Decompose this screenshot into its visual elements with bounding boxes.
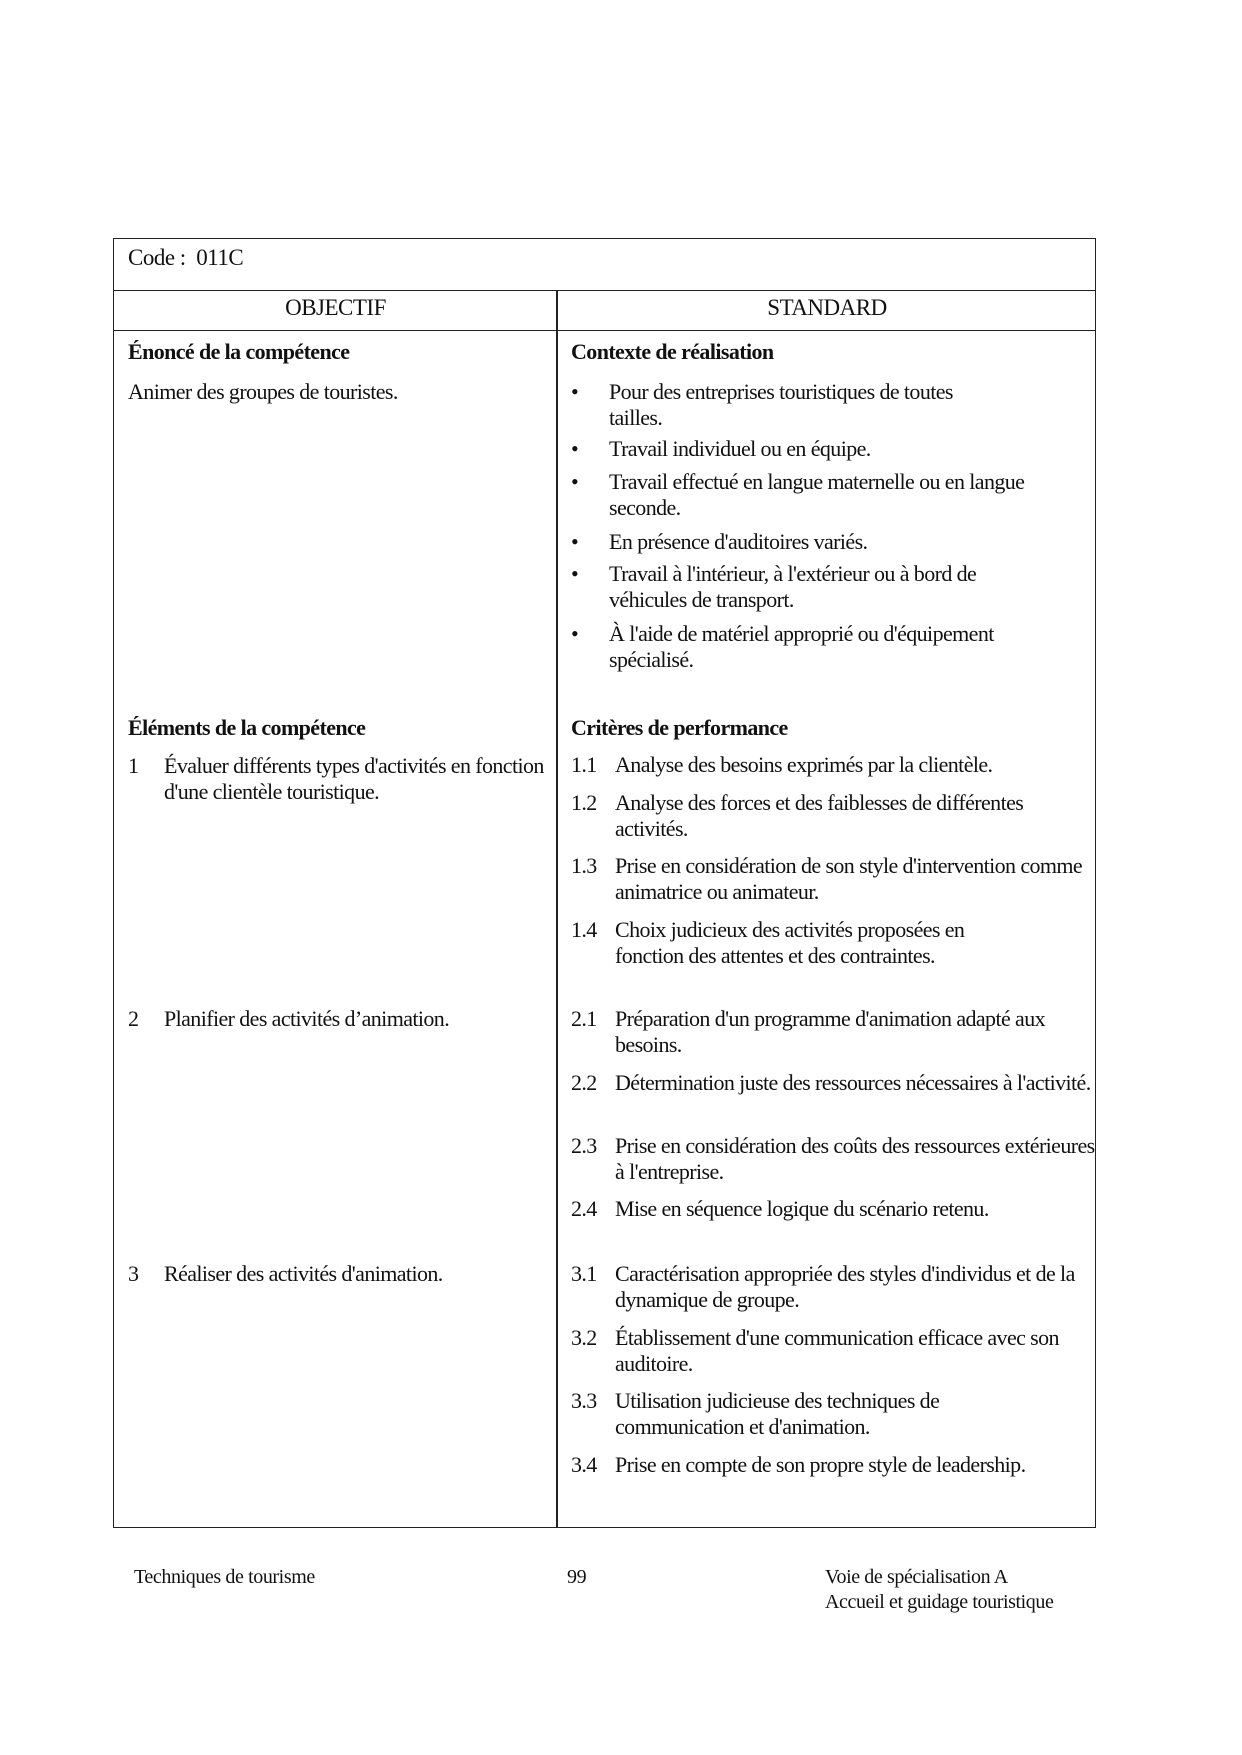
- bullet-icon: •: [571, 561, 579, 586]
- header-row: [114, 291, 1095, 331]
- critere-text: Prise en compte de son propre style de leadership.: [615, 1452, 1026, 1477]
- critere-number: 1.1: [571, 752, 597, 777]
- contexte-item-text: Travail individuel ou en équipe.: [609, 436, 871, 461]
- element-text: Planifier des activités d’animation.: [164, 1006, 450, 1031]
- critere-text: Choix judicieux des activités proposées en fonction des attentes et des contraintes.: [615, 917, 965, 968]
- element-number: 1: [128, 753, 139, 778]
- critere-text: Détermination juste des ressources nécessaires à l'activité.: [615, 1070, 1091, 1095]
- code-value: 011C: [196, 245, 244, 270]
- footer-program: Techniques de tourisme: [134, 1566, 315, 1588]
- critere-number: 1.3: [571, 853, 597, 878]
- critere-text: Mise en séquence logique du scénario retenu.: [615, 1196, 989, 1221]
- contexte-item-text: Travail à l'intérieur, à l'extérieur ou à bord de véhicules de transport.: [609, 561, 977, 612]
- bullet-icon: •: [571, 529, 579, 554]
- critere-text: Établissement d'une communication efficace avec son auditoire.: [615, 1325, 1059, 1376]
- code-label: Code :: [128, 245, 186, 270]
- critere-text: Préparation d'un programme d'animation adapté aux besoins.: [615, 1006, 1045, 1057]
- critere-number: 3.1: [571, 1261, 597, 1286]
- page-number: 99: [567, 1566, 587, 1588]
- contexte-item-text: À l'aide de matériel approprié ou d'équipement spécialisé.: [609, 621, 994, 672]
- bullet-icon: •: [571, 379, 579, 404]
- code-text: [128, 245, 243, 271]
- critere-number: 2.3: [571, 1133, 597, 1158]
- header-standard: STANDARD: [767, 295, 887, 320]
- enonce-title: Énoncé de la compétence: [128, 339, 350, 364]
- element-text: Réaliser des activités d'animation.: [164, 1261, 443, 1286]
- bullet-icon: •: [571, 436, 579, 461]
- critere-text: Prise en considération de son style d'intervention comme animatrice ou animateur.: [615, 853, 1083, 904]
- critere-number: 2.1: [571, 1006, 597, 1031]
- critere-text: Analyse des besoins exprimés par la clientèle.: [615, 752, 993, 777]
- element-text: Évaluer différents types d'activités en fonction d'une clientèle touristique.: [164, 753, 544, 804]
- element-number: 2: [128, 1006, 139, 1031]
- critere-number: 1.2: [571, 790, 597, 815]
- critere-number: 2.2: [571, 1070, 597, 1095]
- critere-number: 3.2: [571, 1325, 597, 1350]
- critere-text: Caractérisation appropriée des styles d'individus et de la dynamique de groupe.: [615, 1261, 1075, 1312]
- critere-text: Utilisation judicieuse des techniques de communication et d'animation.: [615, 1388, 940, 1439]
- footer-specialisation-name: Accueil et guidage touristique: [825, 1591, 1054, 1613]
- bullet-icon: •: [571, 469, 579, 494]
- element-number: 3: [128, 1261, 139, 1286]
- contexte-item-text: Travail effectué en langue maternelle ou en langue seconde.: [609, 469, 1025, 520]
- footer-specialisation: Voie de spécialisation A: [825, 1566, 1008, 1588]
- competency-table: [113, 238, 1096, 1528]
- elements-title: Éléments de la compétence: [128, 715, 366, 740]
- critere-number: 1.4: [571, 917, 597, 942]
- contexte-item-text: En présence d'auditoires variés.: [609, 529, 868, 554]
- column-divider: [556, 291, 558, 1527]
- contexte-title: Contexte de réalisation: [571, 339, 774, 364]
- bullet-icon: •: [571, 621, 579, 646]
- critere-text: Analyse des forces et des faiblesses de différentes activités.: [615, 790, 1024, 841]
- critere-text: Prise en considération des coûts des ressources extérieures à l'entreprise.: [615, 1133, 1095, 1184]
- critere-number: 3.4: [571, 1452, 597, 1477]
- critere-number: 2.4: [571, 1196, 597, 1221]
- code-row: [114, 239, 1095, 291]
- enonce-text: Animer des groupes de touristes.: [128, 379, 398, 404]
- contexte-item-text: Pour des entreprises touristiques de toutes tailles.: [609, 379, 953, 430]
- header-objectif: OBJECTIF: [285, 295, 386, 320]
- critere-number: 3.3: [571, 1388, 597, 1413]
- criteres-title: Critères de performance: [571, 715, 788, 740]
